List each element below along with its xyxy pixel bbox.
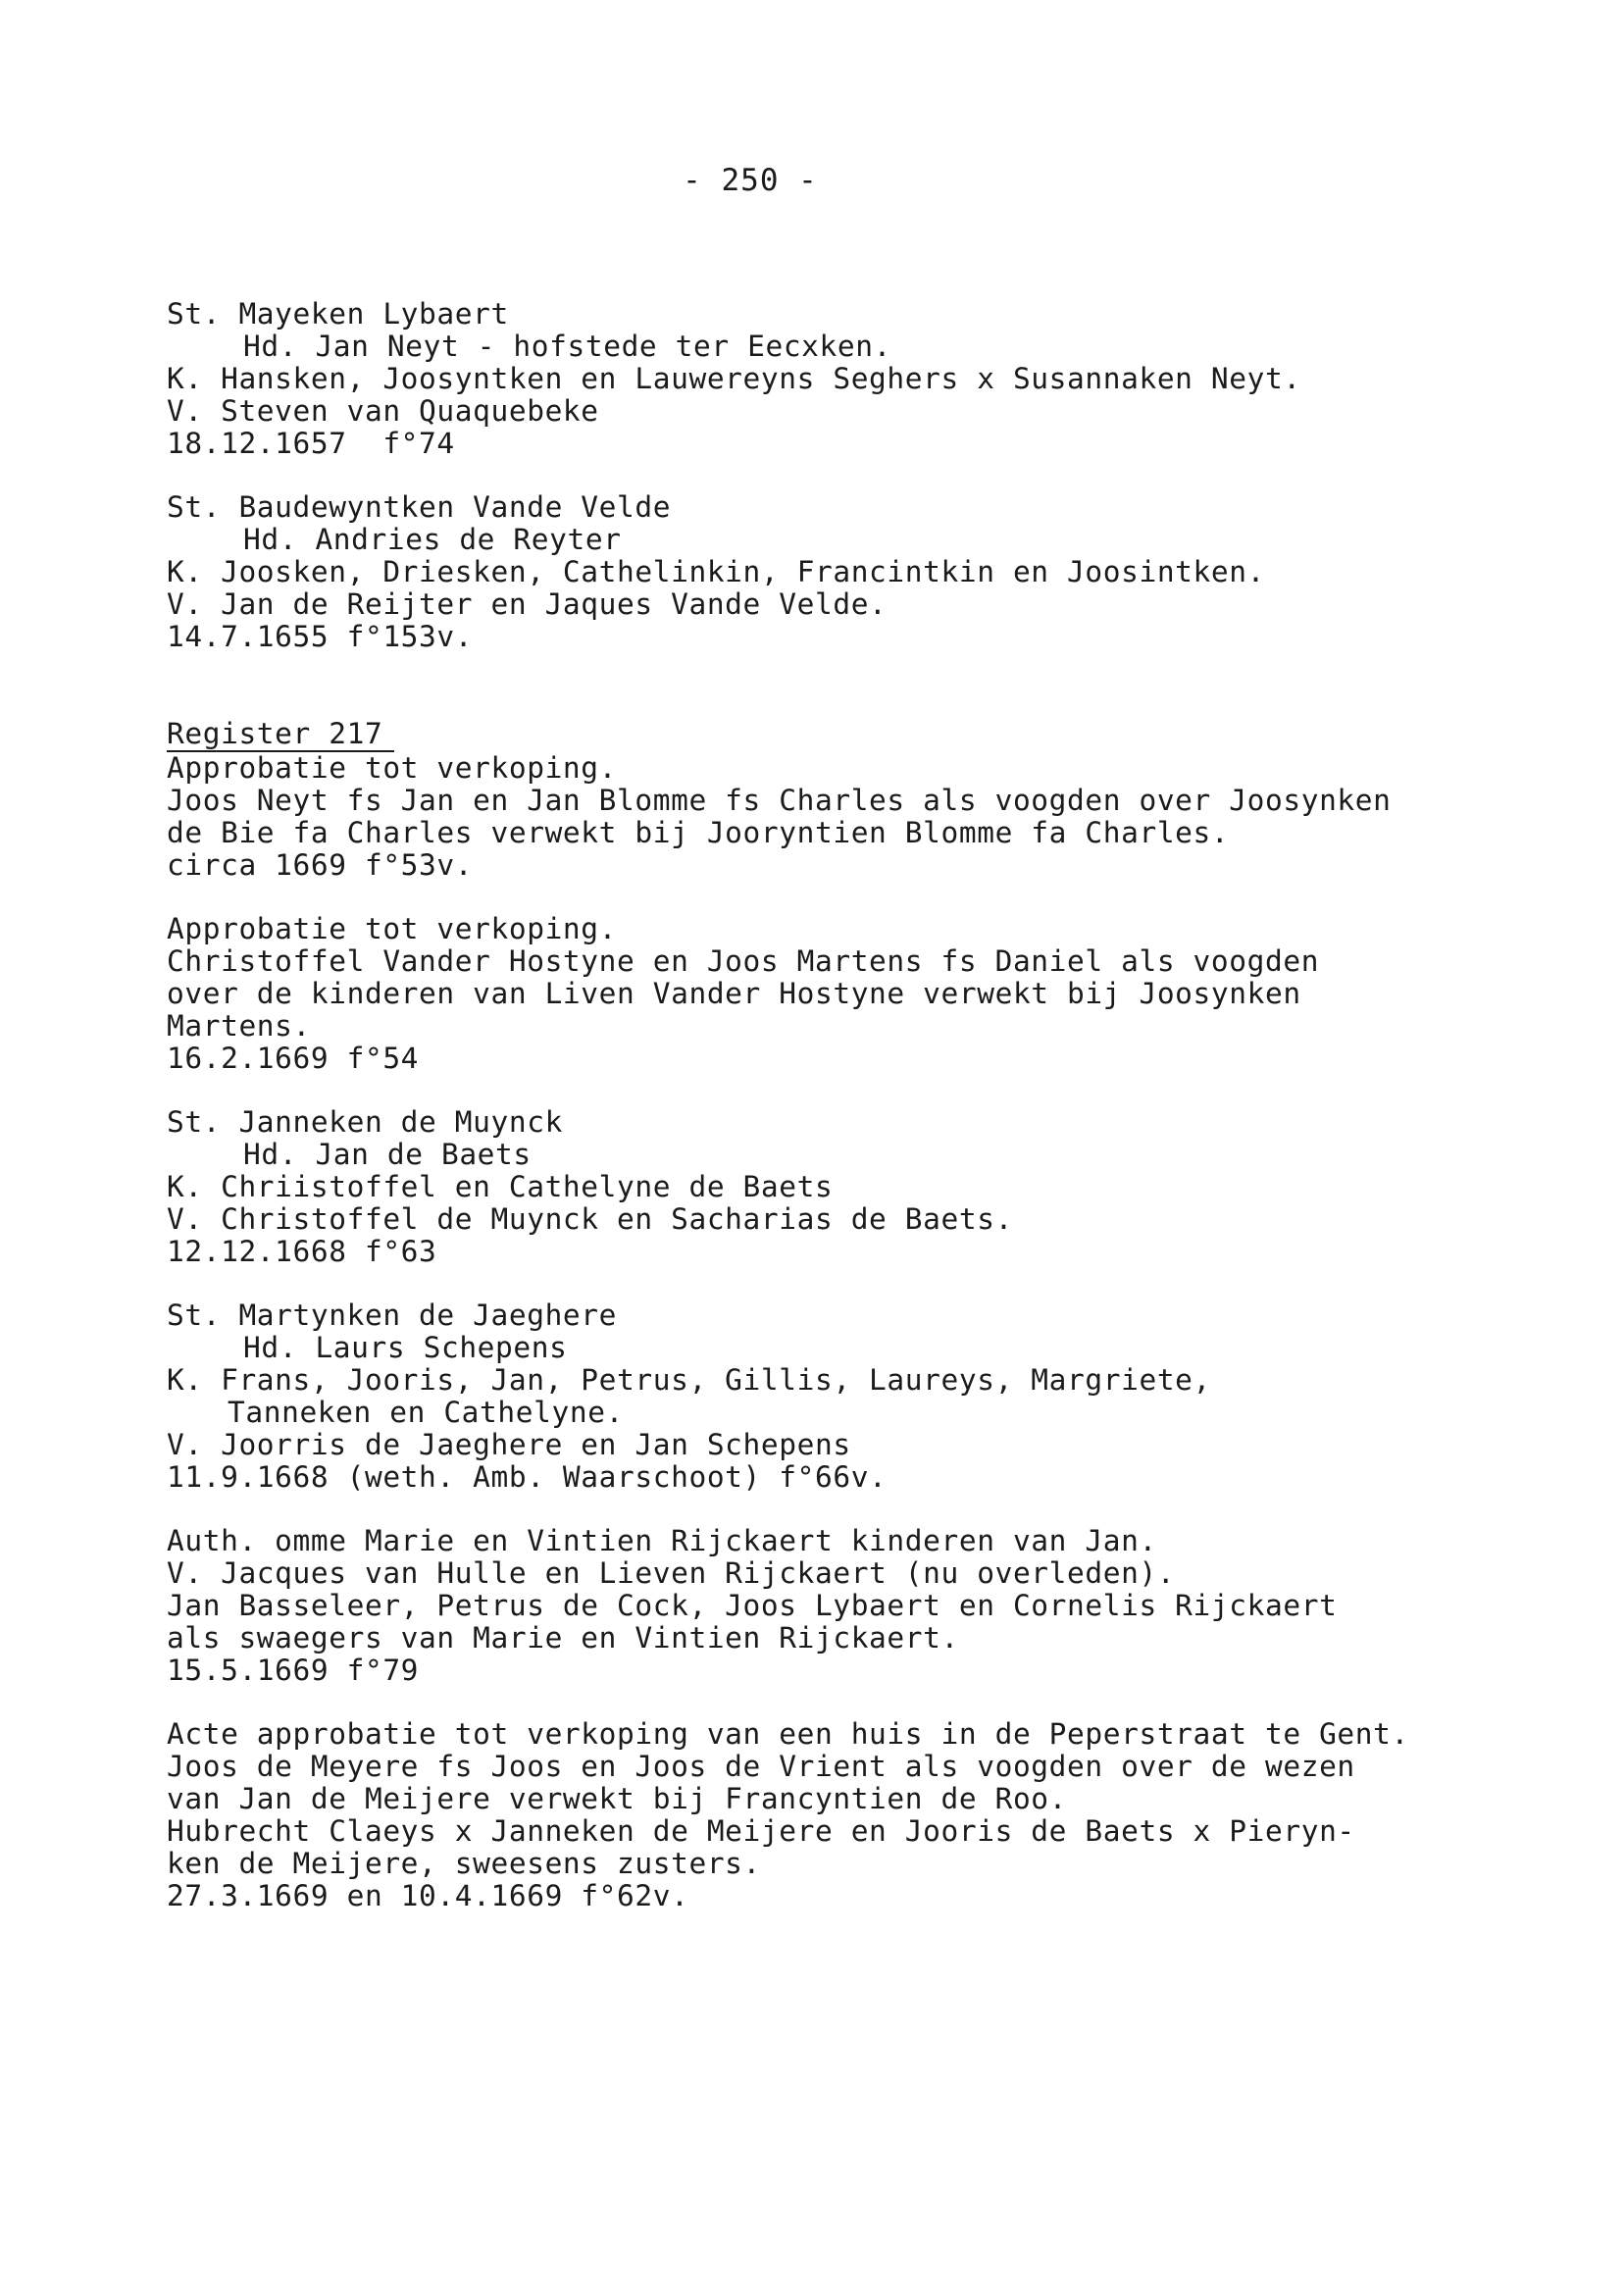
entry-line: St. Martynken de Jaeghere [167, 1298, 618, 1332]
entry-line: V. Christoffel de Muynck en Sacharias de Baets. [167, 1202, 1013, 1236]
entry-line: Hd. Jan Neyt - hofstede ter Eecxken. [243, 330, 891, 363]
entry-line: de Bie fa Charles verwekt bij Jooryntien Blomme fa Charles. [167, 816, 1230, 849]
register-entry [167, 298, 1579, 460]
page-content [167, 298, 1579, 1944]
entry-line: Joos de Meyere fs Joos en Joos de Vrient als voogden over de wezen [167, 1750, 1355, 1783]
register-entry [167, 491, 1579, 653]
entry-line: 12.12.1668 f°63 [167, 1235, 437, 1268]
register-entry [167, 1299, 1579, 1494]
entry-line: K. Joosken, Driesken, Cathelinkin, Francintkin en Joosintken. [167, 555, 1265, 588]
entry-line: St. Baudewyntken Vande Velde [167, 490, 672, 524]
entry-line: V. Jacques van Hulle en Lieven Rijckaert (nu overleden). [167, 1556, 1176, 1590]
entry-line: over de kinderen van Liven Vander Hostyne verwekt bij Joosynken [167, 977, 1301, 1010]
entry-line: Hd. Andries de Reyter [243, 523, 622, 556]
register-entry [167, 913, 1579, 1075]
entries-before-register [167, 298, 1579, 653]
register-entry [167, 752, 1579, 882]
entry-line: Hd. Jan de Baets [243, 1138, 532, 1171]
entry-line: V. Jan de Reijter en Jaques Vande Velde. [167, 587, 888, 621]
entry-line: Hubrecht Claeys x Janneken de Meijere en Jooris de Baets x Pieryn- [167, 1814, 1355, 1848]
entry-line: Christoffel Vander Hostyne en Joos Martens fs Daniel als voogden [167, 944, 1320, 978]
entry-line: als swaegers van Marie en Vintien Rijckaert. [167, 1621, 959, 1655]
entry-line: Tanneken en Cathelyne. [228, 1396, 624, 1429]
entry-line: 14.7.1655 f°153v. [167, 620, 474, 653]
entry-line: Auth. omme Marie en Vintien Rijckaert kinderen van Jan. [167, 1524, 1157, 1557]
entry-line: van Jan de Meijere verwekt bij Francyntien de Roo. [167, 1782, 1068, 1815]
register-entry [167, 1525, 1579, 1687]
entry-line: Martens. [167, 1009, 311, 1043]
entry-line: Joos Neyt fs Jan en Jan Blomme fs Charles als voogden over Joosynken [167, 784, 1392, 817]
entry-line: Jan Basseleer, Petrus de Cock, Joos Lybaert en Cornelis Rijckaert [167, 1589, 1338, 1622]
register-entry [167, 1718, 1579, 1912]
entry-line: K. Hansken, Joosyntken en Lauwereyns Seghers x Susannaken Neyt. [167, 362, 1301, 395]
register-section [167, 718, 1579, 752]
entry-line: 16.2.1669 f°54 [167, 1042, 420, 1075]
entry-line: 15.5.1669 f°79 [167, 1654, 420, 1687]
register-heading: Register 217 [167, 718, 394, 752]
entry-line: K. Frans, Jooris, Jan, Petrus, Gillis, Laureys, Margriete, [167, 1363, 1211, 1397]
entry-line: 11.9.1668 (weth. Amb. Waarschoot) f°66v. [167, 1460, 888, 1494]
entry-line: K. Chriistoffel en Cathelyne de Baets [167, 1170, 834, 1203]
entry-line: circa 1669 f°53v. [167, 848, 474, 882]
entry-line: V. Joorris de Jaeghere en Jan Schepens [167, 1428, 851, 1461]
entry-line: Approbatie tot verkoping. [167, 912, 618, 945]
entry-line: St. Janneken de Muynck [167, 1105, 563, 1139]
entries-after-register [167, 752, 1579, 1912]
entry-line: Hd. Laurs Schepens [243, 1331, 568, 1364]
register-entry [167, 1106, 1579, 1268]
page-number: - 250 - [683, 163, 818, 198]
entry-line: V. Steven van Quaquebeke [167, 394, 599, 428]
entry-line: 27.3.1669 en 10.4.1669 f°62v. [167, 1879, 689, 1912]
entry-line: Approbatie tot verkoping. [167, 751, 618, 785]
entry-line: St. Mayeken Lybaert [167, 297, 509, 331]
entry-line: ken de Meijere, sweesens zusters. [167, 1847, 761, 1880]
entry-line: 18.12.1657 f°74 [167, 427, 455, 460]
entry-line: Acte approbatie tot verkoping van een huis in de Peperstraat te Gent. [167, 1717, 1409, 1751]
